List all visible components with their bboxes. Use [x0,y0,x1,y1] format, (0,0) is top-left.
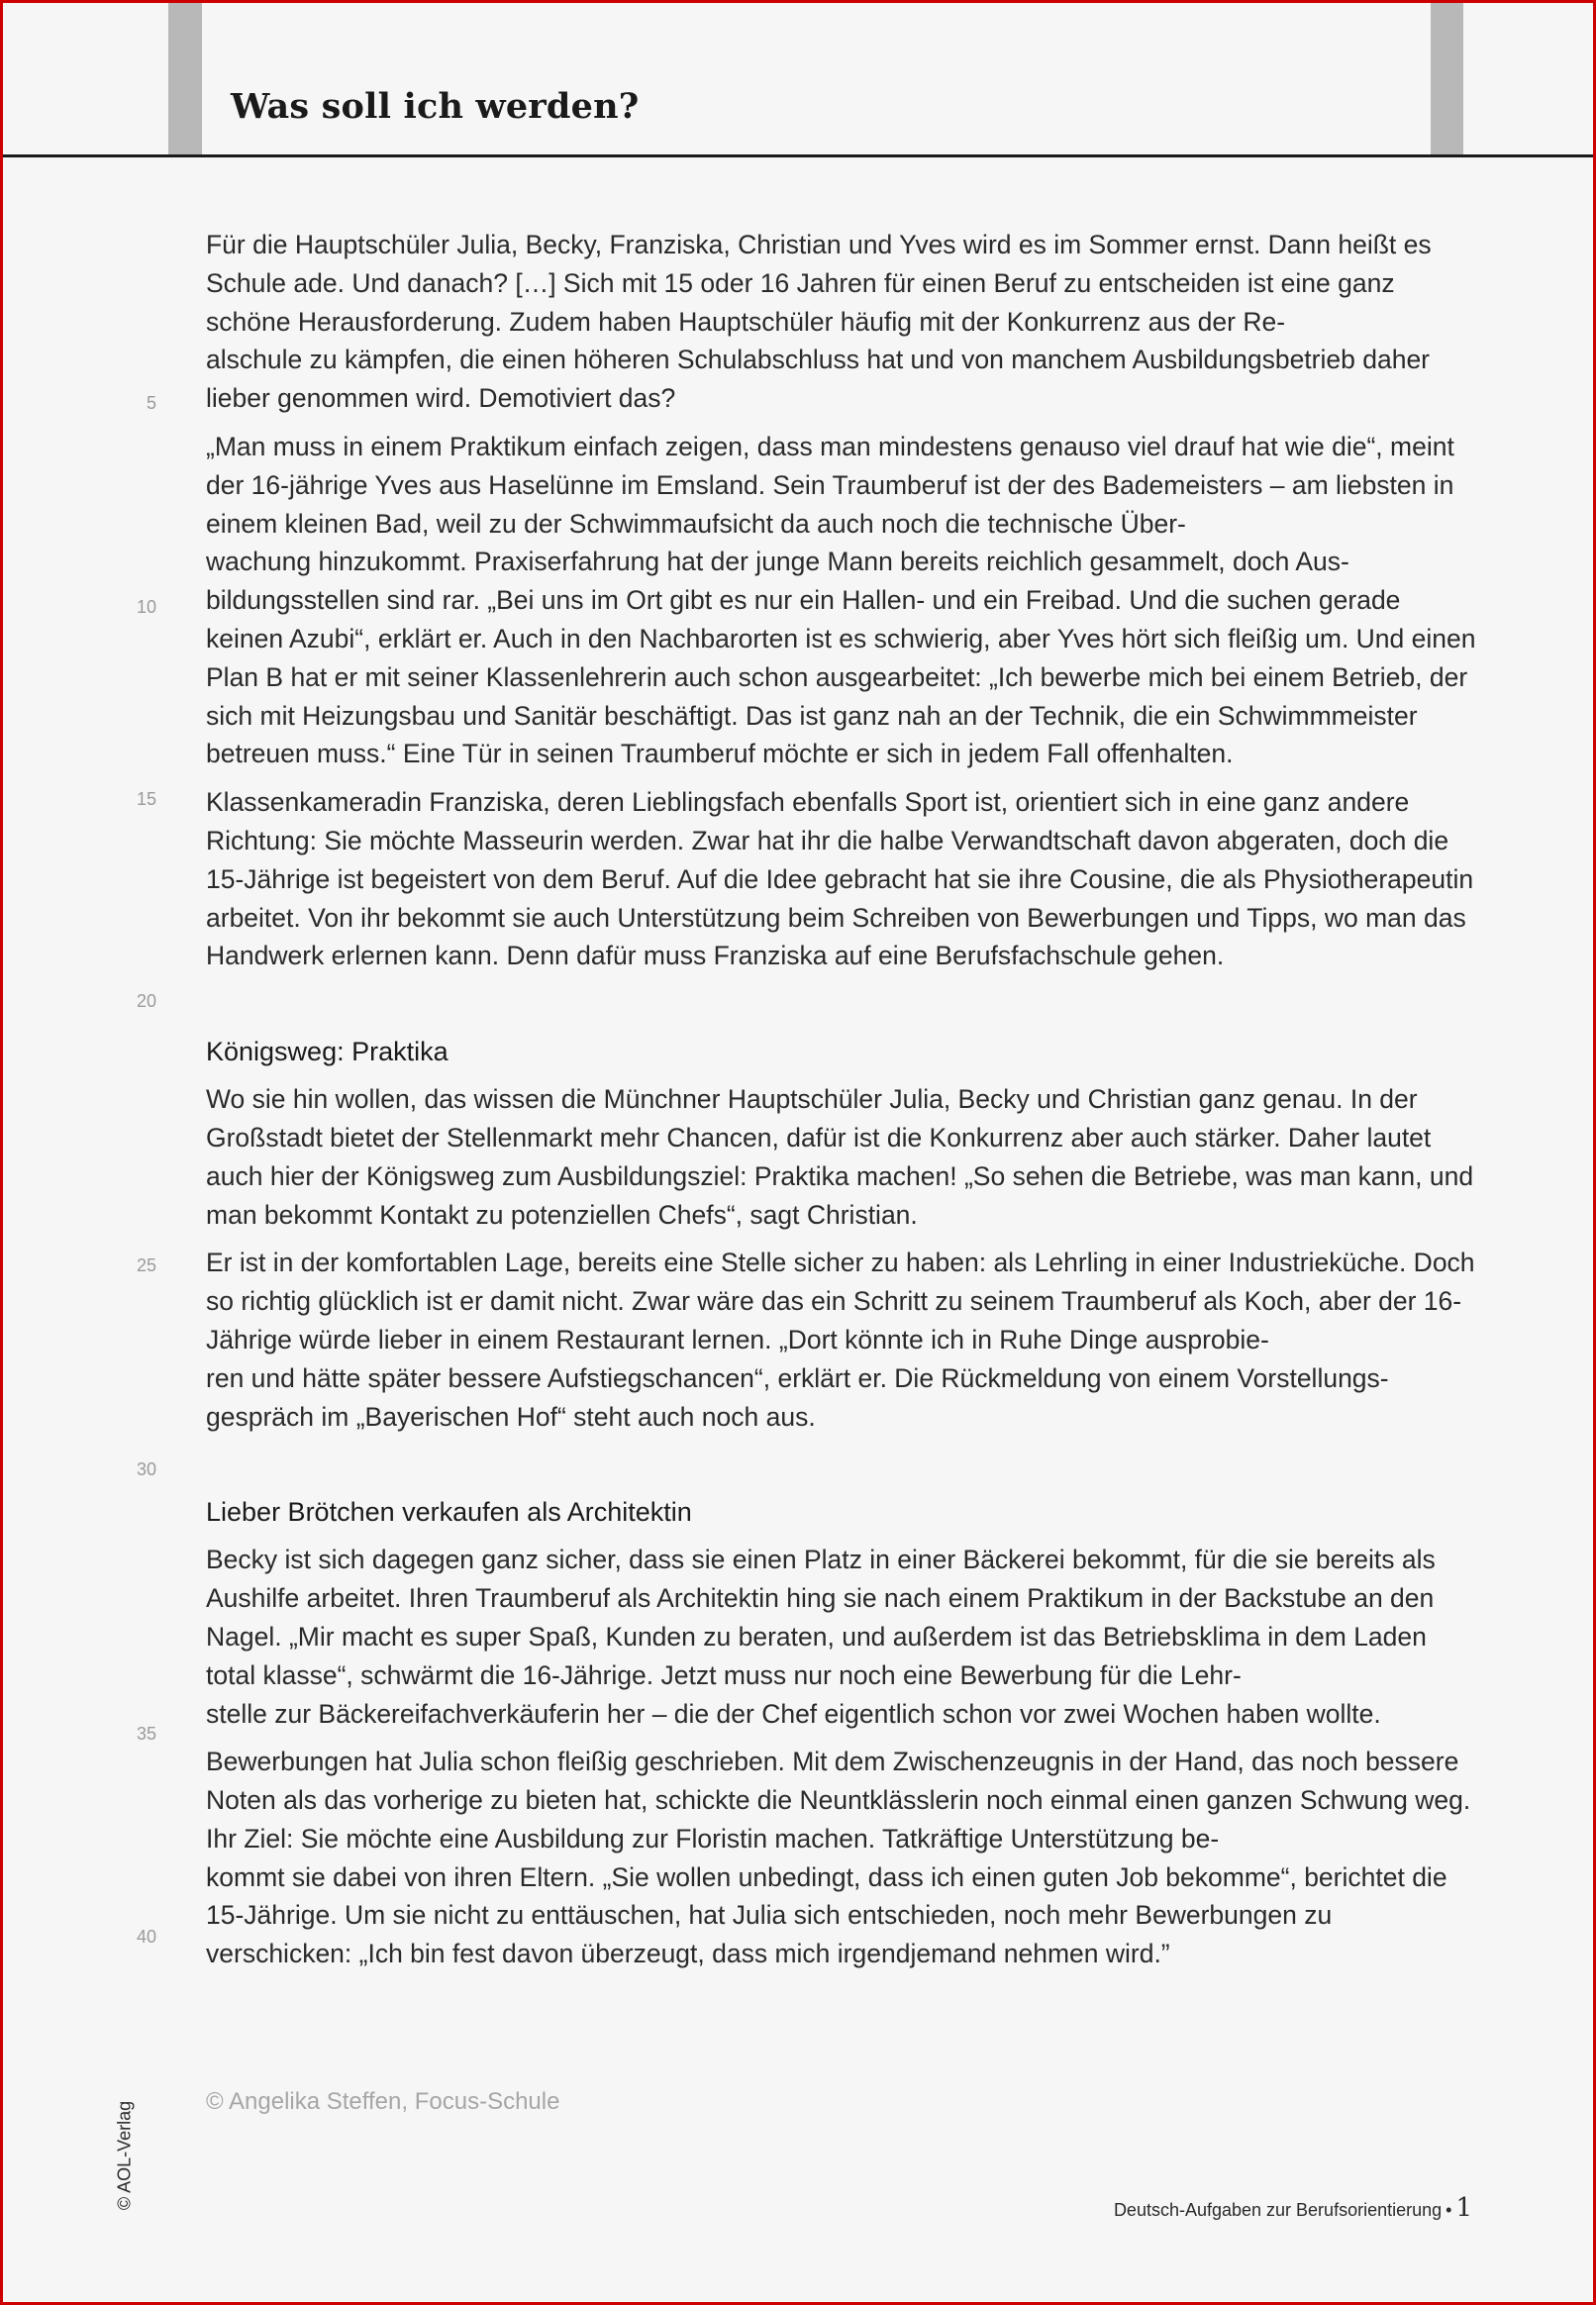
footer-label: Deutsch-Aufgaben zur Berufsorientierung [1113,2200,1443,2220]
text-run: kommt sie dabei von ihren Eltern. „Sie wollen unbedingt, dass ich einen guten Job bekomme“, berichtet die 15-Jährige. Um sie nicht zu enttäuschen, hat Julia sich entschieden, noch mehr Bewerbungen zu verschicken: „Ich bin fest davon überzeugt, dass mich irgendjemand nehmen wird.” [206,1861,1447,1969]
source-credit: © Angelika Steffen, Focus-Schule [206,2088,560,2115]
paragraph-franziska [206,783,1478,975]
text-run: Er ist in der komfortablen Lage, bereits eine Stelle sicher zu haben: als Lehrling in einer Industrieküche. Doch so richtig glücklich ist er damit nicht. Zwar wäre das ein Schritt zu seinem Traumberuf als Koch, aber der 16-Jährige würde lieber in einem Restaurant lernen. „Dort könnte ich in Ruhe Dinge ausprobie- [206,1248,1475,1354]
text-run: wachung hinzukommt. Praxiserfahrung hat der junge Mann bereits reichlich gesammelt, doch Aus- [206,547,1349,577]
text-run: Klassenkameradin Franziska, deren Lieblingsfach ebenfalls Sport ist, orientiert sich in eine ganz andere Richtung: Sie möchte Masseurin werden. Zwar hat ihr die halbe Verwandtschaft davon abgeraten, doch die 15-Jährige ist begeistert von dem Beruf. Auf die Idee gebracht hat sie ihre Cousine, die als Physiotherapeutin arbeitet. Von ihr bekommt sie auch Unterstützung beim Schreiben von Bewerbungen und Tipps, wo man das Handwerk erlernen kann. Denn dafür muss Franziska auf eine Berufsfachschule gehen. [206,787,1474,971]
section-heading: Lieber Brötchen verkaufen als Architektin [206,1497,692,1528]
paragraph-becky [206,1541,1478,1733]
line-number-5: 5 [146,393,156,413]
page-number: 1 [1455,2193,1472,2223]
line-number-30: 30 [136,1459,156,1479]
text-run: stelle zur Bäckereifachverkäuferin her – die der Chef eigentlich schon vor zwei Wochen haben wollte. [206,1698,1381,1729]
header-accent-bar-right [1431,3,1463,156]
text-run: gespräch im „Bayerischen Hof“ steht auch noch aus. [206,1401,816,1432]
line-number-20: 20 [136,991,156,1011]
publisher-copyright: © AOL-Verlag [114,2100,135,2211]
text-run: alschule zu kämpfen, die einen höheren Schulabschluss hat und von manchem Ausbildungsbetrieb daher lieber genommen wird. Demotiviert das? [206,345,1431,414]
text-run: Becky ist sich dagegen ganz sicher, dass sie einen Platz in einer Bäckerei bekommt, für die sie bereits als Aushilfe arbeitet. Ihren Traumberuf als Architektin hing sie nach einem Praktikum in der Backstube an den Nagel. „Mir macht es super Spaß, Kunden zu beraten, und außerdem ist das Betriebsklima in dem Laden total klasse“, schwärmt die 16-Jährige. Jetzt muss nur noch eine Bewerbung für die Lehr- [206,1545,1436,1690]
footer-separator: • [1446,2200,1452,2220]
page-footer [1114,2193,1472,2223]
text-run: „Man muss in einem Praktikum einfach zeigen, dass man mindestens genauso viel drauf hat wie die“, meint der 16-jährige Yves aus Haselünne im Emsland. Sein Traumberuf ist der des Bademeisters – am liebsten in einem kleinen Bad, weil zu der Schwimmaufsicht da auch noch die technische Über- [206,431,1454,539]
text-run: Für die Hauptschüler Julia, Becky, Franziska, Christian und Yves wird es im Sommer ernst. Dann heißt es Schule ade. Und danach? […] Sich mit 15 oder 16 Jahren für einen Beruf zu entscheiden ist eine ganz schöne Herausforderung. Zudem haben Hauptschüler häufig mit der Konkurrenz aus der Re- [206,230,1432,337]
line-number-40: 40 [136,1927,156,1947]
line-number-35: 35 [136,1724,156,1744]
article-body [206,226,1478,1983]
header-accent-bar-left [168,3,202,156]
line-number-25: 25 [136,1255,156,1275]
text-run: ren und hätte später bessere Aufstiegschancen“, erklärt er. Die Rückmeldung von einem Vorstellungs- [206,1362,1389,1393]
text-run: Bewerbungen hat Julia schon fleißig geschrieben. Mit dem Zwischenzeugnis in der Hand, das noch bessere Noten als das vorherige zu bieten hat, schickte die Neuntklässlerin noch einmal einen ganzen Schwung weg. Ihr Ziel: Sie möchte eine Ausbildung zur Floristin machen. Tatkräftige Unterstützung be- [206,1747,1471,1854]
paragraph-yves [206,428,1478,773]
text-run: bildungsstellen sind rar. „Bei uns im Ort gibt es nur ein Hallen- und ein Freibad. Und die suchen gerade keinen Azubi“, erklärt er. Auch in den Nachbarorten ist es schwierig, aber Yves hört sich fleißig um. Und einen Plan B hat er mit seiner Klassenlehrerin auch schon ausgearbeitet: „Ich bewerbe mich bei einem Betrieb, der sich mit Heizungsbau und Sanitär beschäftigt. Das ist ganz nah an der Technik, die ein Schwimmmeister betreuen muss.“ Eine Tür in seinen Traumberuf möchte er sich in jedem Fall offenhalten. [206,585,1476,769]
line-number-10: 10 [136,597,156,617]
paragraph-munich [206,1080,1478,1234]
paragraph-intro [206,226,1478,418]
line-number-15: 15 [136,789,156,809]
page-title: Was soll ich werden? [231,86,640,127]
section-heading: Königsweg: Praktika [206,1037,449,1067]
header-divider [3,154,1593,157]
paragraph-christian [206,1244,1478,1436]
text-run: Wo sie hin wollen, das wissen die Münchner Hauptschüler Julia, Becky und Christian ganz genau. In der Großstadt bietet der Stellenmarkt mehr Chancen, dafür ist die Konkurrenz aber auch stärker. Daher lautet auch hier der Königsweg zum Ausbildungsziel: Praktika machen! „So sehen die Betriebe, was man kann, und man bekommt Kontakt zu potenziellen Chefs“, sagt Christian. [206,1084,1474,1230]
paragraph-julia [206,1743,1478,1973]
